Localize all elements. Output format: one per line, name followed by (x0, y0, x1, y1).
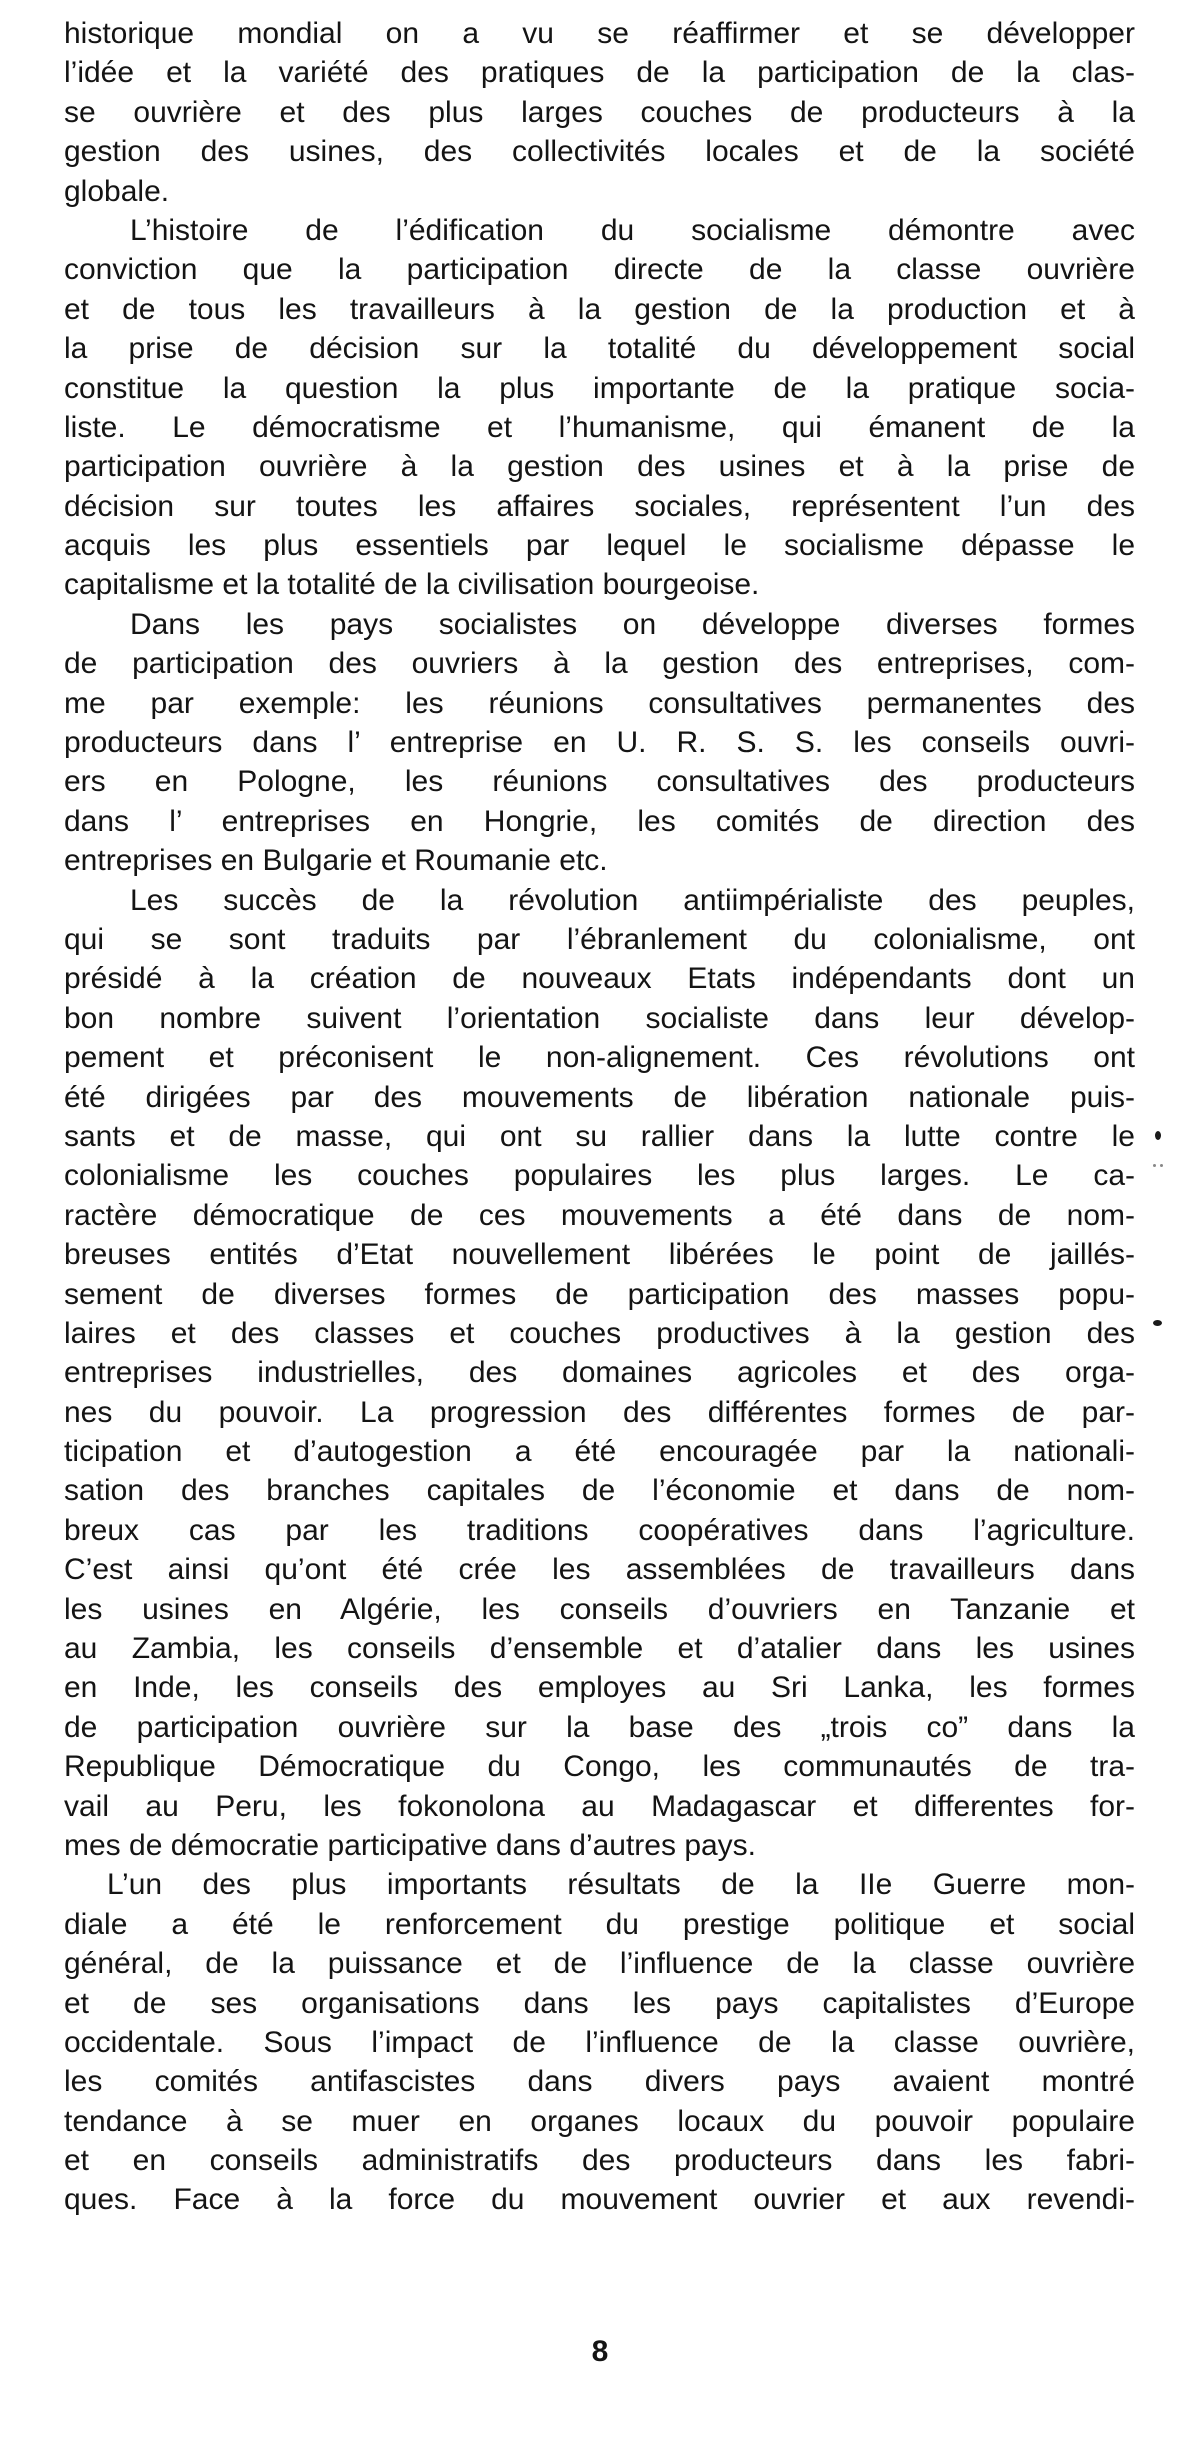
text-line: colonialisme les couches populaires les plus larges. Le ca- (64, 1159, 1135, 1193)
text-line: dans l’ entreprises en Hongrie, les comités de direction des (64, 804, 1135, 838)
text-line: sation des branches capitales de l’économie et dans de nom- (64, 1474, 1135, 1508)
margin-ink-dot (1160, 1164, 1163, 1167)
text-line: qui se sont traduits par l’ébranlement du colonialisme, ont (64, 922, 1135, 956)
text-line: participation ouvrière à la gestion des usines et à la prise de (64, 450, 1135, 484)
text-line: entreprises industrielles, des domaines agricoles et des orga- (64, 1356, 1135, 1390)
text-line: historique mondial on a vu se réaffirmer et se développer (64, 17, 1135, 50)
text-line: constitue la question la plus importante de la pratique socia- (64, 371, 1135, 405)
text-line: liste. Le démocratisme et l’humanisme, qui émanent de la (64, 410, 1135, 444)
text-line: breux cas par les traditions coopératives dans l’agriculture. (64, 1513, 1135, 1547)
text-line: présidé à la création de nouveaux Etats indépendants dont un (64, 962, 1135, 996)
text-line: entreprises en Bulgarie et Roumanie etc. (64, 844, 608, 878)
text-line: me par exemple: les réunions consultatives permanentes des (64, 686, 1135, 720)
text-line: laires et des classes et couches productives à la gestion des (64, 1316, 1135, 1350)
text-line: été dirigées par des mouvements de libération nationale puis- (64, 1080, 1135, 1114)
text-line: décision sur toutes les affaires sociales, représentent l’un des (64, 489, 1135, 523)
text-line: occidentale. Sous l’impact de l’influence de la classe ouvrière, (64, 2025, 1135, 2059)
text-line: de participation des ouvriers à la gestion des entreprises, com- (64, 647, 1135, 681)
text-line: et en conseils administratifs des producteurs dans les fabri- (64, 2144, 1135, 2178)
text-line: sants et de masse, qui ont su rallier dans la lutte contre le (64, 1119, 1135, 1153)
text-line: les comités antifascistes dans divers pays avaient montré (64, 2065, 1135, 2099)
text-line: gestion des usines, des collectivités locales et de la société (64, 135, 1135, 169)
text-line: capitalisme et la totalité de la civilisation bourgeoise. (64, 568, 760, 602)
text-line: C’est ainsi qu’ont été crée les assemblées de travailleurs dans (64, 1553, 1135, 1587)
text-line: ticipation et d’autogestion a été encouragée par la nationali- (64, 1435, 1135, 1469)
text-line: et de tous les travailleurs à la gestion de la production et à (64, 292, 1135, 326)
text-line: et de ses organisations dans les pays capitalistes d’Europe (64, 1986, 1135, 2020)
text-line: vail au Peru, les fokonolona au Madagascar et differentes for- (64, 1789, 1135, 1823)
text-line: ractère démocratique de ces mouvements a été dans de nom- (64, 1198, 1135, 1232)
text-line: sement de diverses formes de participation des masses popu- (64, 1277, 1135, 1311)
text-line: L’un des plus importants résultats de la IIe Guerre mon- (107, 1868, 1135, 1902)
text-line: conviction que la participation directe de la classe ouvrière (64, 253, 1135, 287)
margin-ink-mark (1155, 1131, 1161, 1140)
text-line: Dans les pays socialistes on développe diverses formes (130, 607, 1135, 641)
text-line: L’histoire de l’édification du socialisme démontre avec (130, 213, 1135, 247)
text-line: en Inde, les conseils des employes au Sri Lanka, les formes (64, 1671, 1135, 1705)
text-line: pement et préconisent le non-alignement. Ces révolutions ont (64, 1041, 1135, 1075)
text-line: de participation ouvrière sur la base des „trois co” dans la (64, 1710, 1135, 1744)
text-line: producteurs dans l’ entreprise en U. R. S. S. les conseils ouvri- (64, 726, 1135, 760)
text-line: général, de la puissance et de l’influence de la classe ouvrière (64, 1947, 1135, 1981)
page-body-text (64, 14, 1135, 2220)
page-number: 8 (591, 2335, 609, 2368)
text-line: nes du pouvoir. La progression des différentes formes de par- (64, 1395, 1135, 1429)
margin-ink-dot (1153, 1164, 1156, 1167)
text-line: ers en Pologne, les réunions consultatives des producteurs (64, 765, 1135, 799)
text-line: au Zambia, les conseils d’ensemble et d’atalier dans les usines (64, 1632, 1135, 1666)
text-line: bon nombre suivent l’orientation socialiste dans leur dévelop- (64, 1001, 1135, 1035)
margin-ink-mark (1153, 1320, 1162, 1326)
text-line: ques. Face à la force du mouvement ouvrier et aux revendi- (64, 2183, 1135, 2217)
text-line: mes de démocratie participative dans d’autres pays. (64, 1828, 757, 1862)
text-line: tendance à se muer en organes locaux du pouvoir populaire (64, 2104, 1135, 2138)
text-line: la prise de décision sur la totalité du développement social (64, 332, 1135, 366)
text-line: diale a été le renforcement du prestige politique et social (64, 1907, 1135, 1941)
text-line: les usines en Algérie, les conseils d’ouvriers en Tanzanie et (64, 1592, 1135, 1626)
text-line: l’idée et la variété des pratiques de la participation de la clas- (64, 56, 1135, 90)
text-line: acquis les plus essentiels par lequel le socialisme dépasse le (64, 529, 1135, 563)
text-line: se ouvrière et des plus larges couches de producteurs à la (64, 95, 1135, 129)
text-line: Les succès de la révolution antiimpérialiste des peuples, (130, 883, 1135, 917)
text-line: globale. (64, 174, 170, 208)
text-line: breuses entités d’Etat nouvellement libérées le point de jaillés- (64, 1238, 1135, 1272)
text-line: Republique Démocratique du Congo, les communautés de tra- (64, 1750, 1135, 1784)
